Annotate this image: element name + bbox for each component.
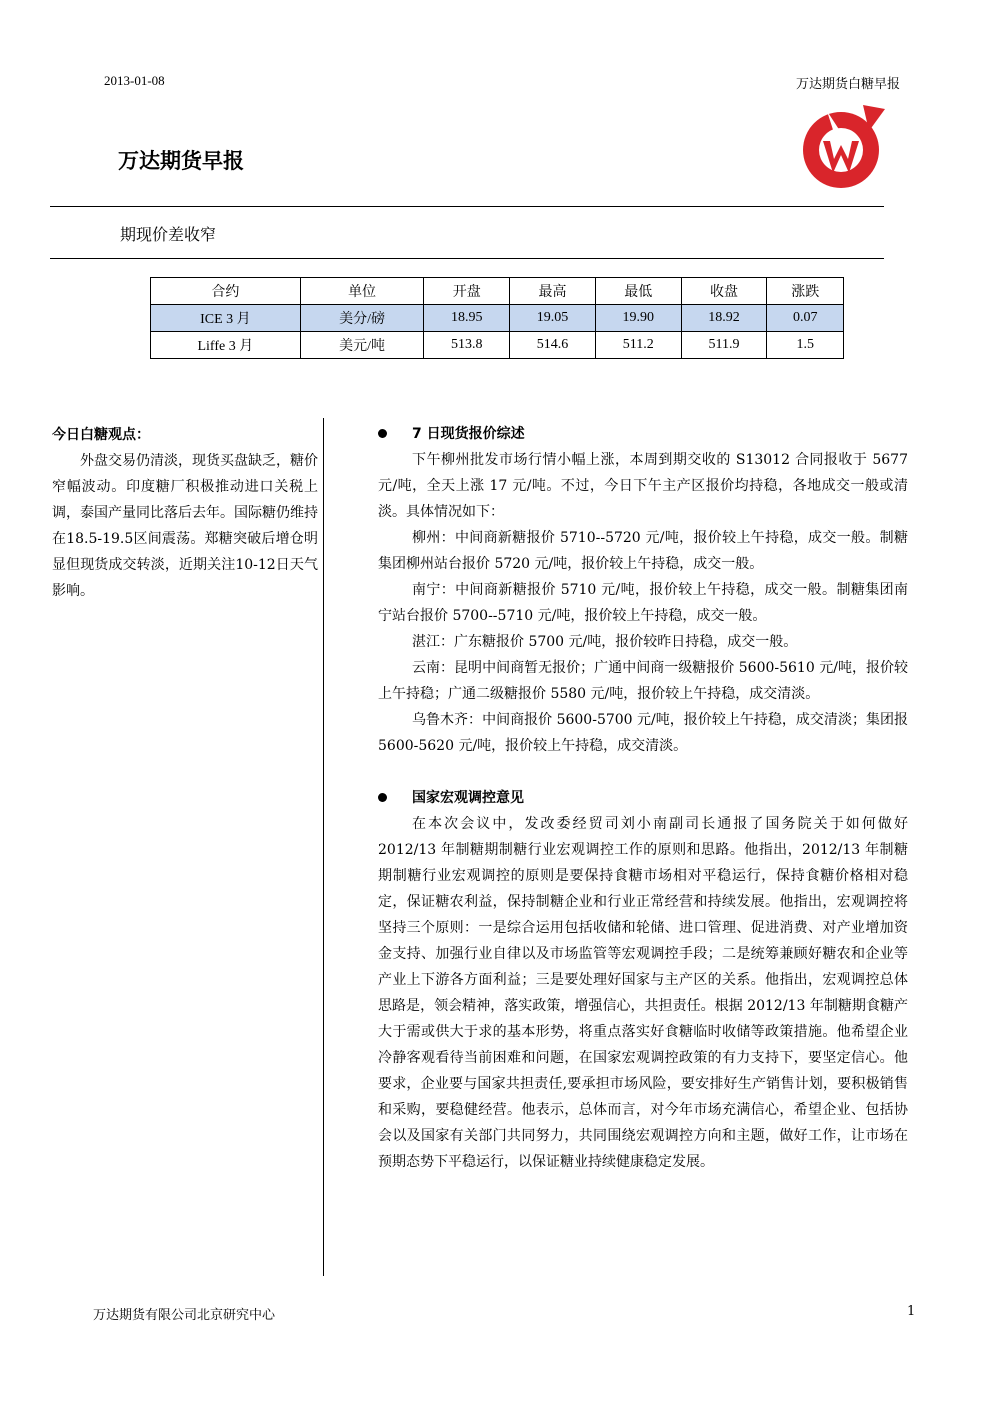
paragraph: 下午柳州批发市场行情小幅上涨，本周到期交收的 S13012 合同报收于 5677 元/吨，全天上涨 17 元/吨。不过，今日下午主产区报价均持稳，各地成交一般或清淡。具体情况如下： [378,452,908,520]
page-title: 万达期货早报 [118,149,244,173]
wanda-logo-icon [797,103,885,191]
report-date: 2013-01-08 [104,73,165,88]
table-cell: 19.90 [595,305,681,332]
paragraph: 云南：昆明中间商暂无报价；广通中间商一级糖报价 5600-5610 元/吨，报价较上午持稳；广通二级糖报价 5580 元/吨，报价较上午持稳，成交清淡。 [378,660,908,702]
main-content [378,421,908,1175]
table-cell: 0.07 [767,305,844,332]
table-cell: 18.95 [424,305,510,332]
section-heading-text: 国家宏观调控意见 [412,790,524,806]
section-heading-spot-prices [378,421,908,447]
table-cell: 美分/磅 [300,305,424,332]
table-cell: 1.5 [767,332,844,359]
table-row [151,305,844,332]
bullet-icon [378,429,387,438]
column-divider [323,418,324,1276]
view-heading: 今日白糖观点： [52,427,150,443]
page-number: 1 [907,1304,916,1319]
paragraph: 湛江：广东糖报价 5700 元/吨，报价较昨日持稳，成交一般。 [412,634,798,650]
paragraph: 柳州：中间商新糖报价 5710--5720 元/吨，报价较上午持稳，成交一般。制糖集团柳州站台报价 5720 元/吨，报价较上午持稳，成交一般。 [378,530,908,572]
report-name: 万达期货白糖早报 [795,77,900,92]
paragraph: 在本次会议中，发改委经贸司刘小南副司长通报了国务院关于如何做好 2012/13 年制糖期制糖行业宏观调控工作的原则和思路。他指出，2012/13 年制糖期制糖行业宏观调控的原则是要保持食糖市场相对平稳运行，保持食糖价格相对稳定，保证糖农利益，保持制糖企业和行业正常经营和持续发展。他指出，宏观调控将坚持三个原则：一是综合运用包括收储和轮储、进口管理、促进消费、对产业增加资金支持、加强行业自律以及市场监管等宏观调控手段；二是统筹兼顾好糖农和企业等产业上下游各方面利益；三是要处理好国家与主产区的关系。他指出，宏观调控总体思路是，领会精神，落实政策，增强信心，共担责任。根据 2012/13 年制糖期食糖产大于需或供大于求的基本形势，将重点落实好食糖临时收储等政策措施。他希望企业冷静客观看待当前困难和问题，在国家宏观调控政策的有力支持下，要坚定信心。他要求，企业要与国家共担责任,要承担市场风险，要安排好生产销售计划，要积极销售和采购，要稳健经营。他表示，总体而言，对今年市场充满信心，希望企业、包括协会以及国家有关部门共同努力，共同围绕宏观调控方向和主题，做好工作，让市场在预期态势下平稳运行，以保证糖业持续健康稳定发展。 [378,816,908,1170]
table-header-cell: 合约 [151,278,301,305]
sugar-view-sidebar [52,422,318,604]
table-cell: 511.9 [681,332,767,359]
table-header-row [151,278,844,305]
view-text: 外盘交易仍清淡，现货买盘缺乏，糖价窄幅波动。印度糖厂积极推动进口关税上调，泰国产量同比落后去年。国际糖仍维持在18.5-19.5区间震荡。郑糖突破后增仓明显但现货成交转淡，近期关注10-12日天气影响。 [52,453,318,599]
table-cell: Liffe 3 月 [151,332,301,359]
section-heading-text: 7 日现货报价综述 [412,426,525,442]
table-header-cell: 涨跌 [767,278,844,305]
table-cell: 511.2 [595,332,681,359]
table-cell: 18.92 [681,305,767,332]
table-cell: 513.8 [424,332,510,359]
section-heading-macro-control [378,785,908,811]
futures-quote-table [150,277,844,359]
table-header-cell: 最低 [595,278,681,305]
table-row [151,332,844,359]
table-cell: 514.6 [510,332,596,359]
bullet-icon [378,793,387,802]
table-cell: 19.05 [510,305,596,332]
subtitle-divider [50,258,884,259]
paragraph: 南宁：中间商新糖报价 5710 元/吨，报价较上午持稳，成交一般。制糖集团南宁站台报价 5700--5710 元/吨，报价较上午持稳，成交一般。 [378,582,908,624]
page-subtitle: 期现价差收窄 [120,225,217,244]
paragraph: 乌鲁木齐：中间商报价 5600-5700 元/吨，报价较上午持稳，成交清淡；集团报 5600-5620 元/吨，报价较上午持稳，成交清淡。 [378,712,908,754]
footer-company: 万达期货有限公司北京研究中心 [93,1308,276,1323]
table-header-cell: 收盘 [681,278,767,305]
table-cell: ICE 3 月 [151,305,301,332]
table-header-cell: 单位 [300,278,424,305]
table-header-cell: 开盘 [424,278,510,305]
table-header-cell: 最高 [510,278,596,305]
table-cell: 美元/吨 [300,332,424,359]
title-divider [50,206,884,207]
